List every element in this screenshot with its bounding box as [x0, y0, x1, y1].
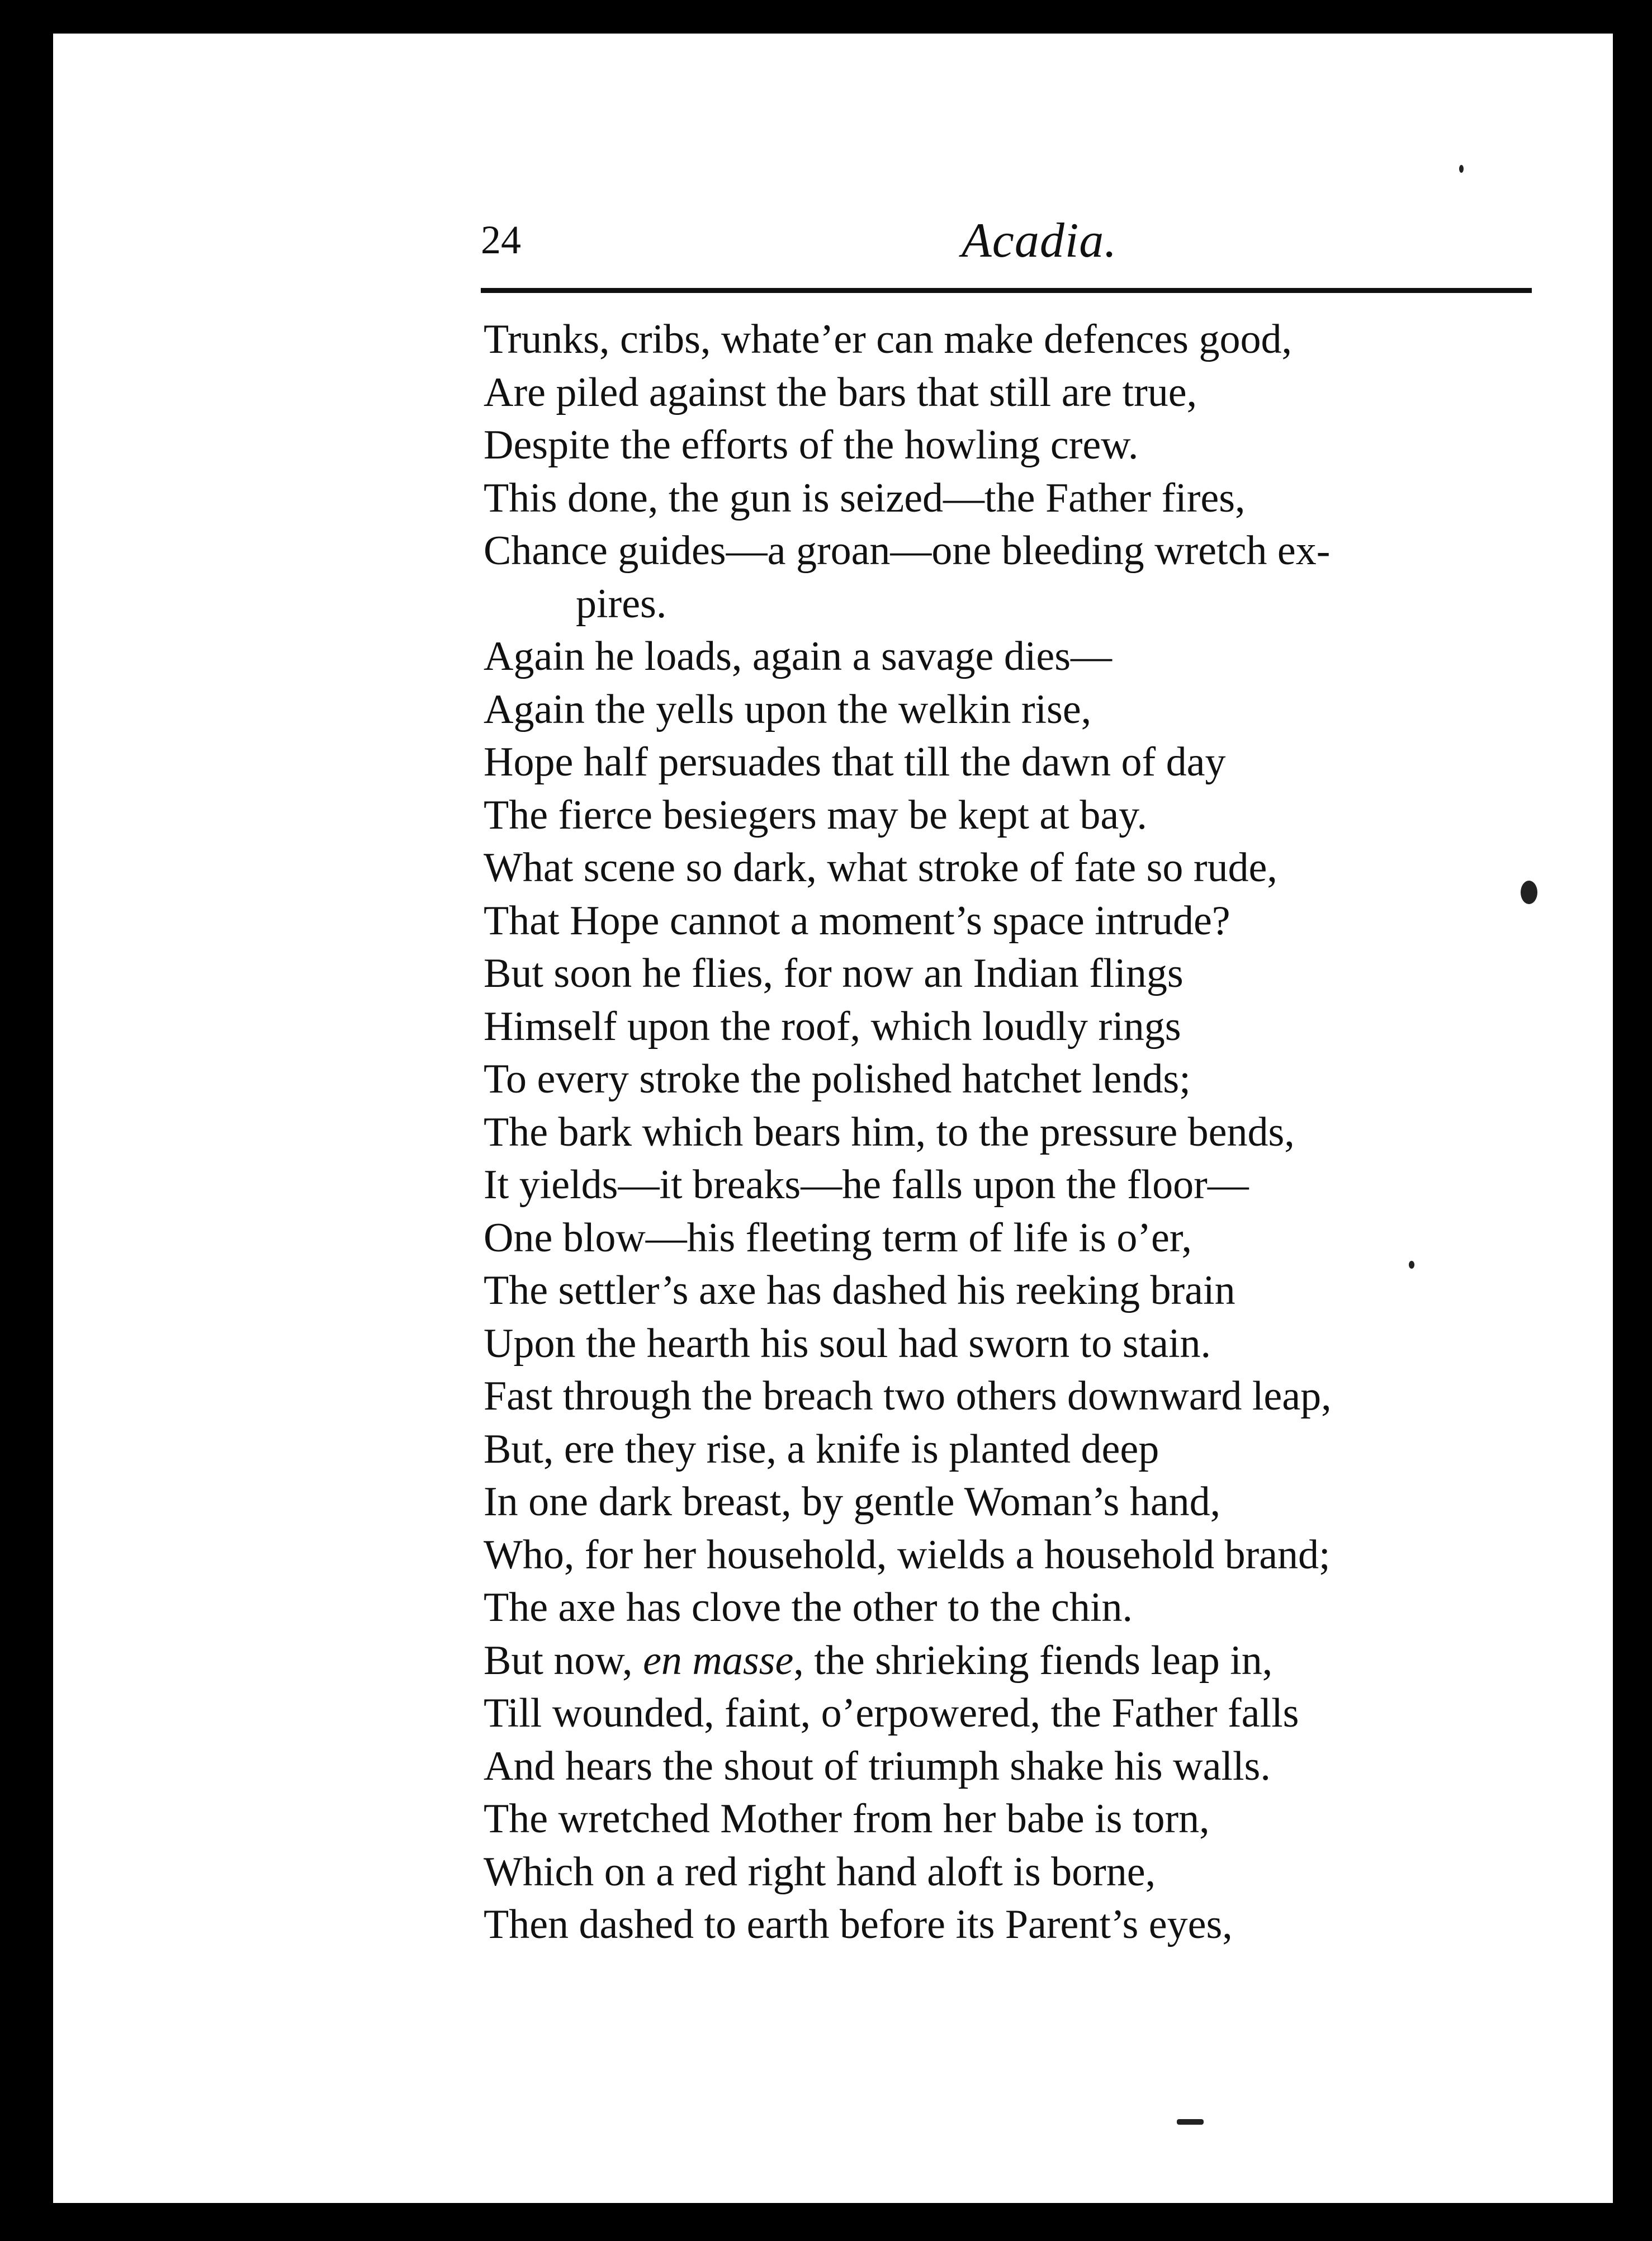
poem-line: Chance guides—a groan—one bleeding wretch ex- [484, 528, 1331, 574]
poem-line: That Hope cannot a moment’s space intrude? [484, 897, 1230, 944]
poem-line: In one dark breast, by gentle Woman’s hand, [484, 1479, 1221, 1525]
poem-line: Despite the efforts of the howling crew. [484, 422, 1139, 468]
poem-line: Upon the hearth his soul had sworn to stain. [484, 1320, 1211, 1367]
header-rule [481, 288, 1532, 293]
poem-line: The wretched Mother from her babe is torn, [484, 1796, 1210, 1842]
poem-line: But, ere they rise, a knife is planted deep [484, 1426, 1159, 1472]
poem-line: Again he loads, again a savage dies— [484, 633, 1113, 679]
page-number: 24 [481, 218, 521, 262]
book-page [53, 34, 1613, 2203]
poem-line: It yields—it breaks—he falls upon the floor— [484, 1162, 1249, 1208]
poem-line: To every stroke the polished hatchet lends; [484, 1056, 1191, 1102]
poem-line: This done, the gun is seized—the Father fires, [484, 475, 1246, 521]
poem-line: Fast through the breach two others downward leap, [484, 1373, 1332, 1419]
poem-line: The bark which bears him, to the pressure bends, [484, 1109, 1295, 1155]
poem-line: Till wounded, faint, o’erpowered, the Father falls [484, 1690, 1299, 1736]
poem-line: Hope half persuades that till the dawn of day [484, 739, 1226, 785]
poem-line: But soon he flies, for now an Indian flings [484, 951, 1184, 996]
ink-speck [1459, 165, 1464, 173]
poem-line: Are piled against the bars that still are true, [484, 369, 1197, 415]
poem-line: And hears the shout of triumph shake his walls. [484, 1743, 1271, 1789]
poem-line: The axe has clove the other to the chin. [484, 1585, 1133, 1630]
poem-line: The settler’s axe has dashed his reeking brain [484, 1268, 1236, 1313]
scan-border [0, 34, 53, 2203]
poem-line: Which on a red right hand aloft is borne, [484, 1848, 1156, 1895]
poem-line: Then dashed to earth before its Parent’s eyes, [484, 1902, 1233, 1947]
poem-line: Again the yells upon the welkin rise, [484, 686, 1092, 732]
ink-mark [1177, 2119, 1204, 2125]
poem-line-head: But now, [484, 1637, 643, 1684]
poem-line: What scene so dark, what stroke of fate so rude, [484, 845, 1277, 891]
italic-phrase: en masse [643, 1637, 794, 1684]
ink-speck [1409, 1261, 1414, 1269]
poem-line [484, 1634, 1596, 1687]
poem-line: One blow—his fleeting term of life is o’er, [484, 1214, 1192, 1261]
running-title: Acadia. [962, 214, 1118, 268]
poem-line: Trunks, cribs, whate’er can make defences good, [484, 316, 1292, 362]
running-head [53, 212, 1613, 280]
poem-line: The fierce besiegers may be kept at bay. [484, 792, 1147, 838]
poem-line-tail: , the shrieking fiends leap in, [793, 1637, 1273, 1684]
poem-line: Himself upon the roof, which loudly rings [484, 1003, 1181, 1049]
poem-line-continuation: pires. [576, 580, 667, 627]
poem-line: Who, for her household, wields a household brand; [484, 1531, 1331, 1578]
poem-text [484, 313, 1596, 1951]
ink-blot [1521, 881, 1537, 904]
